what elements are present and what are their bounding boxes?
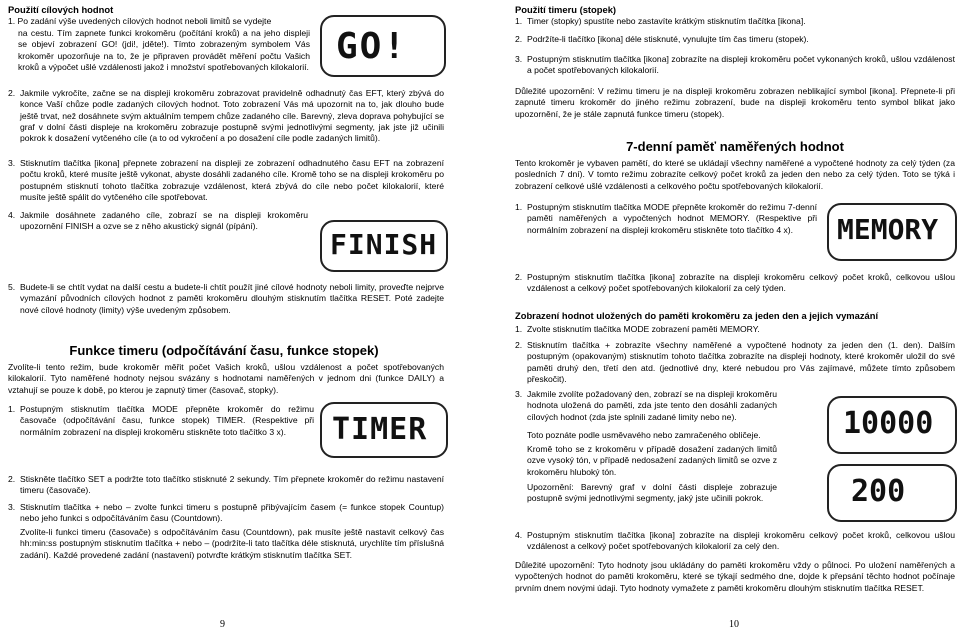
paragraph: Stisknutím tlačítka + zobrazíte všechny naměřené a vypočtené hodnoty za jeden den (1. den). Dalším postupným (opakovaným) stisknutím tohoto tlačítka zobrazíte na displeji hodnoty, které krokoměr uložil do své paměti druhý den, třetí den atd. (jednotlivé dny, které nebudou pro Vás zajímavé, můžete tímto způsobem přeskočit). [527,340,955,385]
paragraph: Tento krokoměr je vybaven pamětí, do které se ukládají všechny naměřené a vypočtené hodnoty za celý týden (za posledních 7 dní). V tomto režimu zobrazíte celkový počet kroků za jeden den nebo za celý týden. Toto se týká i zobrazení celkové ušlé vzdálenosti a celkového počtu spotřebovaných kilokalorií. [515,158,955,191]
paragraph: Postupným stisknutím tlačítka MODE přepněte krokoměr do režimu 7-denní paměti naměřených a vypočtených hodnot MEMORY. (Respektive při normálním zobrazení na displeji krokoměru stiskněte toto tlačítko 4 x). [527,202,817,235]
paragraph: Upozornění: Barevný graf v dolní části displeje zobrazuje postupně svými jednotlivými segmenty, jaký jste učinili pokrok. [527,482,777,504]
paragraph: Stisknutím tlačítka [ikona] přepnete zobrazení na displeji ze zobrazení odhadnutého času EFT na zobrazení počtu kroků, které musíte ještě vykonat, abyste dosáhli zadaného cíle. Kromě toho se na displeji krokoměru po postupném stisknutí tohoto tlačítka zobrazuje vzdálenost, která zbývá do cíle nebo počet kilokalorií, které musíte ještě spálit do vytčeného cíle spotřebovat. [20,158,444,203]
page-heading: Použití timeru (stopek) [515,4,617,15]
paragraph: Postupným stisknutím tlačítka [ikona] zobrazíte na displeji krokoměru počet vykonaných kroků, ušlou vzdálenost a počet spotřebovaných kilokalorií. [527,54,955,76]
memory-display [827,203,957,261]
display-text: 200 [851,474,906,509]
list-item: 3. Stisknutím tlačítka [ikona] přepnete zobrazení na displeji ze zobrazení odhadnutého času EFT na zobrazení počtu kroků, které musíte ještě vykonat, abyste dosáhli zadaného cíle. Kromě toho se na displeji krokoměru po postupném stisknutí tohoto tlačítka zobrazuje vzdálenost, která zbývá do cíle nebo počet kilokalorií, které musíte ještě spálit do vytčeného cíle spotřebovat. [8,158,444,203]
display-text: FINISH [330,228,438,261]
paragraph: Postupným stisknutím tlačítka [ikona] zobrazíte na displeji krokoměru celkový počet kroků, celkovou ušlou vzdálenost a celkový počet spotřebovaných kilokalorií za celý týden. [527,272,955,294]
paragraph: Kromě toho se z krokoměru v případě dosažení zadaných limitů ozve vysoký tón, v případě nedosažení zadaných limitů se ozve z krokoměru hluboký tón. [527,444,777,477]
list-item: 4. Jakmile dosáhnete zadaného cíle, zobrazí se na displeji krokoměru upozornění FINISH a ozve se z něho akustický signál (pípání). [8,210,308,232]
display-text: MEMORY [837,213,939,246]
paragraph: 1. Po zadání výše uvedených cílových hodnot neboli limitů se vydejte [8,16,272,26]
paragraph: Jakmile zvolíte požadovaný den, zobrazí se na displeji krokoměru hodnota uložená do paměti, zda jste tento den dosáhli zadaných cílových hodnot (zda jste splnili zadané limity nebo ne). [527,389,777,422]
page-number: 10 [729,619,739,630]
paragraph: Zvolíte-li tento režim, bude krokoměr měřit počet Vašich kroků, ušlou vzdálenost a počet spotřebovaných kilokalorií. Tyto naměřené hodnoty nejsou svázány s hodnotami naměřených v jednom dni (funkce DAILY) a vztahují se pouze k době, po kterou je zapnutý timer (časovač, stopky). [8,362,444,395]
finish-display [320,220,448,272]
list-item: 2. Podržíte-li tlačítko [ikona] déle stisknuté, vynulujte tím čas timeru (stopek). [515,34,955,45]
paragraph: Důležité upozornění: V režimu timeru je na displeji krokoměru zobrazen neblikající symbol [ikona]. Přepnete-li při zapnuté timeru krokoměr do jiného režimu zobrazení, bude na displeji krokoměru tento symbol blikat jako upozornění, že je stále zapnutá funkce timeru (stopek). [515,86,955,119]
paragraph: Stisknutím tlačítka + nebo – zvolte funkci timeru s postupně přibývajícím časem (= funkce stopek Countup) nebo jeho funkci s odpočítáváním času (Countdown). [20,502,444,524]
paragraph: Postupným stisknutím tlačítka MODE přepněte krokoměr do režimu časovače (odpočítávání času, funkce stopek) TIMER. (Respektive při normálním zobrazení na displeji krokoměru stiskněte toto tlačítko 3 x). [20,404,314,437]
list-item: 5. Budete-li se chtít vydat na další cestu a budete-li chtít použít jiné cílové hodnoty neboli limity, proveďte nejprve vymazání původních cílových hodnot z paměti krokoměru dlouhým stisknutím tlačítka RESET. Poté zadejte nové cílové hodnoty (limity) výše uvedeným způsobem. [8,282,444,315]
paragraph: Stiskněte tlačítko SET a podržte toto tlačítko stisknuté 2 sekundy. Tím přepnete krokoměr do režimu nastavení timeru (časovače). [20,474,444,496]
list-item: 2. Stiskněte tlačítko SET a podržte toto tlačítko stisknuté 2 sekundy. Tím přepnete krokoměr do režimu nastavení timeru (časovače). [8,474,444,496]
page-number: 9 [220,619,225,630]
paragraph: Budete-li se chtít vydat na další cestu a budete-li chtít použít jiné cílové hodnoty neboli limity, proveďte nejprve vymazání původních cílových hodnot z paměti krokoměru dlouhým stisknutím tlačítka RESET. Poté zadejte nové cílové hodnoty (limity) výše uvedeným způsobem. [20,282,444,315]
paragraph: na cestu. Tím zapnete funkci krokoměru (počítání kroků) a na jeho displeji se objeví zobrazení GO! (jdi!, jděte!). Tímto zobrazeným symbolem Vás krokoměr upozorňuje na to, že je připraven provádět měření počtu Vašich kroků a výpočet ušlé vzdálenosti jakož i množství spotřebovaných kilokalorií. [18,28,310,73]
paragraph: Jakmile vykročíte, začne se na displeji krokoměru zobrazovat pravidelně odhadnutý čas EFT, který zbývá do konce Vaší chůze podle zadaných cílových hodnot. Toto zobrazení Vás má upozornit na to, jak dlouho bude ještě trvat, než dosáhnete svým aktuálním tempem chůze zadaného cíle. Barevný, zleva doprava pohybující se graf v dolní části displeje na krokoměru zobrazuje postupně svými jednotlivými segmenty, jak jste již učinili pokrok k dosažení vytčeného cíle (a to od vykročení a po dosažení cíle podle zadaných limitů). [20,88,444,144]
display-text: TIMER [332,412,428,447]
paragraph: Postupným stisknutím tlačítka [ikona] zobrazíte na displeji krokoměru celkový počet kroků, celkovou ušlou vzdálenost a celkový počet spotřebovaných kilokalorií za celý den. [527,530,955,552]
section-title: Zobrazení hodnot uložených do paměti krokoměru za jeden den a jejich vymazání [515,310,879,321]
high-steps-display [827,396,957,454]
display-text: GO! [336,26,408,67]
list-item: 3. Jakmile zvolíte požadovaný den, zobrazí se na displeji krokoměru hodnota uložená do paměti, zda jste tento den dosáhli zadaných cílových hodnot (zda jste splnili zadané limity nebo ne). [515,389,777,422]
paragraph: Jakmile dosáhnete zadaného cíle, zobrazí se na displeji krokoměru upozornění FINISH a ozve se z něho akustický signál (pípání). [20,210,308,232]
list-item: 2. Jakmile vykročíte, začne se na displeji krokoměru zobrazovat pravidelně odhadnutý čas EFT, který zbývá do konce Vaší chůze podle zadaných cílových hodnot. Toto zobrazení Vás má upozornit na to, jak dlouho bude ještě trvat, než dosáhnete svým aktuálním tempem chůze zadaného cíle. Barevný, zleva doprava pohybující se graf v dolní části displeje na krokoměru zobrazuje postupně svými jednotlivými segmenty, jak jste již učinili pokrok k dosažení vytčeného cíle (a to od vykročení a po dosažení cíle podle zadaných limitů). [8,88,444,144]
list-item: 2. Postupným stisknutím tlačítka [ikona] zobrazíte na displeji krokoměru celkový počet kroků, celkovou ušlou vzdálenost a celkový počet spotřebovaných kilokalorií za celý týden. [515,272,955,294]
list-item: 1. Zvolte stisknutím tlačítka MODE zobrazení paměti MEMORY. [515,324,955,335]
section-title: Funkce timeru (odpočítávání času, funkce stopek) [69,343,379,358]
list-item: 4. Postupným stisknutím tlačítka [ikona] zobrazíte na displeji krokoměru celkový počet kroků, celkovou ušlou vzdálenost a celkový počet spotřebovaných kilokalorií za celý den. [515,530,955,552]
section-title: 7-denní paměť naměřených hodnot [626,139,844,154]
paragraph: Zvolíte-li funkci timeru (časovače) s odpočítáváním času (Countdown), pak musíte ještě nastavit celkový čas hh:min:ss postupným stisknutím tlačítka + nebo – (podržíte-li tato tlačítka déle stisknutá, urychlíte tím příslušná zadání). Každé provedené zadání (nastavení) potvrďte krátkým stisknutím tlačítka SET. [20,527,444,560]
list-item: 1. Postupným stisknutím tlačítka MODE přepněte krokoměr do režimu časovače (odpočítávání času, funkce stopek) TIMER. (Respektive při normálním zobrazení na displeji krokoměru stiskněte toto tlačítko 3 x). [8,404,314,437]
timer-display [320,402,448,458]
paragraph: Zvolte stisknutím tlačítka MODE zobrazení paměti MEMORY. [527,324,760,334]
paragraph: Toto poznáte podle usměvavého nebo zamračeného obličeje. [527,430,761,440]
list-item: 2. Stisknutím tlačítka + zobrazíte všechny naměřené a vypočtené hodnoty za jeden den (1. den). Dalším postupným (opakovaným) stisknutím tohoto tlačítka zobrazíte na displeji hodnoty, které krokoměr uložil do své paměti druhý den, třetí den atd. (jednotlivé dny, které nebudou pro Vás zajímavé, můžete tímto způsobem přeskočit). [515,340,955,385]
low-steps-display [827,464,957,522]
list-item: 3. Postupným stisknutím tlačítka [ikona] zobrazíte na displeji krokoměru počet vykonaných kroků, ušlou vzdálenost a počet spotřebovaných kilokalorií. [515,54,955,76]
paragraph: Podržíte-li tlačítko [ikona] déle stisknuté, vynulujte tím čas timeru (stopek). [527,34,809,44]
list-item: 1. Timer (stopky) spustíte nebo zastavíte krátkým stisknutím tlačítka [ikona]. [515,16,955,27]
page-heading: Použití cílových hodnot [8,4,114,15]
list-item: 1. Postupným stisknutím tlačítka MODE přepněte krokoměr do režimu 7-denní paměti naměřených a vypočtených hodnot MEMORY. (Respektive při normálním zobrazení na displeji krokoměru stiskněte toto tlačítko 4 x). [515,202,817,235]
go-display [320,15,446,77]
list-item: 3. Stisknutím tlačítka + nebo – zvolte funkci timeru s postupně přibývajícím časem (= funkce stopek Countup) nebo jeho funkci s odpočítáváním času (Countdown). [8,502,444,524]
display-text: 10000 [843,406,934,441]
paragraph: Důležité upozornění: Tyto hodnoty jsou ukládány do paměti krokoměru vždy o půlnoci. Po uložení naměřených a vypočtených hodnot do paměti krokoměru, které se týkají sedmého dne, dojde k přepsání těchto hodnot počínaje prvním dnem novými údaji. Tyto hodnoty vymažete z paměti krokoměru dlouhým stisknutím tlačítka RESET. [515,560,955,593]
paragraph: Timer (stopky) spustíte nebo zastavíte krátkým stisknutím tlačítka [ikona]. [527,16,806,26]
